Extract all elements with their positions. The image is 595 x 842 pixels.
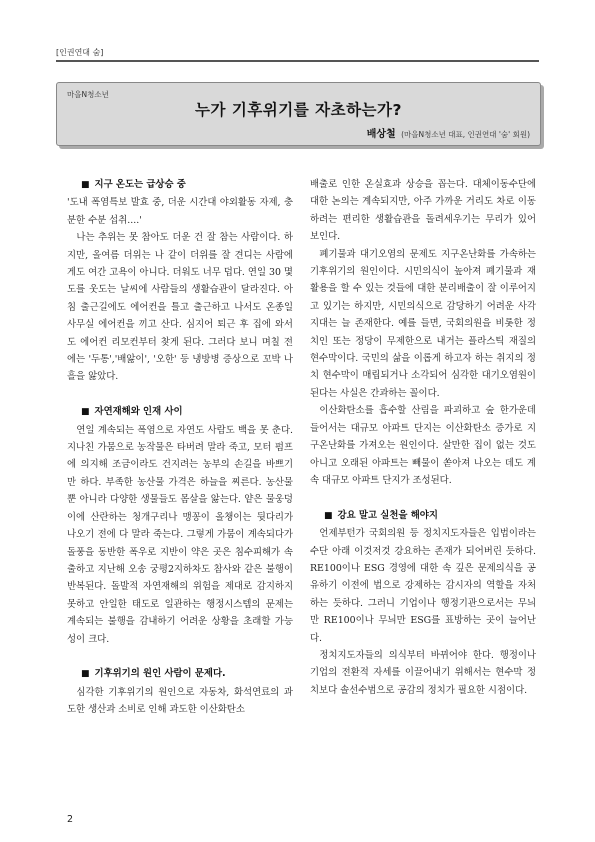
- paragraph: 연일 계속되는 폭염으로 자연도 사람도 백을 못 춘다. 지나친 가뭄으로 농작물은 타버려 말라 죽고, 모터 펌프에 의지해 조금이라도 건지려는 농부의 손길을 바쁘기만 하다. 부족한 농산물 가격은 하늘을 찌른다. 농산물뿐 아니라 다양한 생물들도 몸살을 앓는다. 얕은 물웅덩이에 산란하는 청개구리나 맹꽁이 올챙이는 뒷다리가 나오기 전에 다 말라 죽는다. 그렇게 가뭄이 계속되다가 돌풍을 동반한 폭우로 지반이 약은 곳은 침수피해가 속출하고 지난해 오송 궁평2지하차도 참사와 같은 불행이 반복된다. 돌발적 자연재해의 위험을 제대로 감지하지 못하고 안일한 태도로 일관하는 행정시스템의 문제는 계속되는 불행을 감내하기 어려운 상황을 초래할 가능성이 크다.: [67, 424, 293, 645]
- section-heading: ■ 자연재해와 인재 사이: [67, 403, 293, 421]
- title-box: [56, 82, 541, 146]
- right-column: [310, 176, 536, 699]
- author-affiliation: (마을N청소년 대표, 인권연대 '숨' 회원): [401, 130, 530, 139]
- author-line: [367, 125, 530, 140]
- section-heading: ■ 강요 말고 실천을 해야지: [310, 507, 536, 525]
- paragraph: 심각한 기후위기의 원인으로 자동차, 화석연료의 과도한 생산과 소비로 인해 과도한 이산화탄소: [67, 686, 293, 716]
- section-heading: ■ 지구 온도는 급상승 중: [67, 176, 293, 194]
- paragraph: 정치지도자들의 의식부터 바뀌어야 한다. 행정이나 기업의 전환적 자세를 이끌어내기 위해서는 현수막 정치보다 솔선수범으로 공감의 정치가 필요한 시점이다.: [310, 649, 536, 696]
- paragraph: 언제부턴가 국회의원 등 정치지도자들은 입법이라는 수단 아래 이것저것 강요하는 존재가 되어버린 듯하다. RE100이나 ESG 경영에 대한 속 깊은 문제의식을 공유하기 이전에 법으로 강제하는 감시자의 역할을 자처하는 듯하다. 그러니 기업이나 행정기관으로서는 무늬만 RE100이나 무늬만 ESG를 표방하는 곳이 늘어난다.: [310, 528, 536, 644]
- page-number: 2: [67, 814, 74, 825]
- section-heading: ■ 기후위기의 원인 사람이 문제다.: [67, 665, 293, 683]
- column-tag: 마을N청소년: [67, 90, 109, 99]
- paragraph: 폐기물과 대기오염의 문제도 지구온난화를 가속하는 기후위기의 원인이다. 시민의식이 높아져 폐기물과 재활용을 할 수 있는 것들에 대한 분리배출이 잘 이루어지고 있기는 하지만, 시민의식으로 감당하기 어려운 사각지대는 늘 존재한다. 예를 들면, 국회의원을 비롯한 정치인 또는 정당이 무제한으로 내거는 플라스틱 재질의 현수막이다. 국민의 삶을 이롭게 하고자 하는 취지의 정치 현수막이 매립되거나 소각되어 심각한 대기오염원이 된다는 사실은 간과하는 꼴이다.: [310, 248, 536, 399]
- author-name: 배상철: [366, 129, 396, 140]
- left-column: [67, 176, 293, 719]
- paragraph: 나는 추위는 못 참아도 더운 건 잘 참는 사람이다. 하지만, 올여름 더위는 나 같이 더위를 잘 견디는 사람에게도 여간 고욕이 아니다. 더워도 너무 덥다. 연일 30 몇 도를 웃도는 날씨에 사람들의 생활습관이 달라진다. 아침 출근길에도 에어컨을 틀고 출근하고 나서도 온종일 사무실 에어컨을 끼고 산다. 심지어 퇴근 후 집에 와서도 에어컨 리모컨부터 찾게 된다. 그러다 보니 며칠 전에는 '두통','배앓이', '오한' 등 냉방병 증상으로 꼬박 나흘을 앓았다.: [67, 232, 293, 383]
- running-header: [인권연대 숨]: [56, 48, 104, 57]
- paragraph: 이산화탄소를 흡수할 산림을 파괴하고 숲 한가운데 들어서는 대규모 아파트 단지는 이산화탄소 증가로 지구온난화를 가져오는 원인이다. 살만한 집이 없는 것도 아니고 오래된 아파트는 빼물이 쏟아져 나오는 데도 계속 대규모 아파트 단지가 조성된다.: [310, 405, 536, 486]
- paragraph: '도내 폭염특보 발효 중, 더운 시간대 야외활동 자제, 충분한 수분 섭취....': [67, 197, 293, 226]
- article-title: 누가 기후위기를 자초하는가?: [195, 101, 402, 119]
- paragraph: 배출로 인한 온실효과 상승을 꼽는다. 대체이동수단에 대한 논의는 계속되지만, 아주 가까운 거리도 차로 이동하려는 편리한 생활습관을 돌려세우기는 무리가 있어 보인다.: [310, 179, 536, 243]
- header-rule: [56, 60, 539, 62]
